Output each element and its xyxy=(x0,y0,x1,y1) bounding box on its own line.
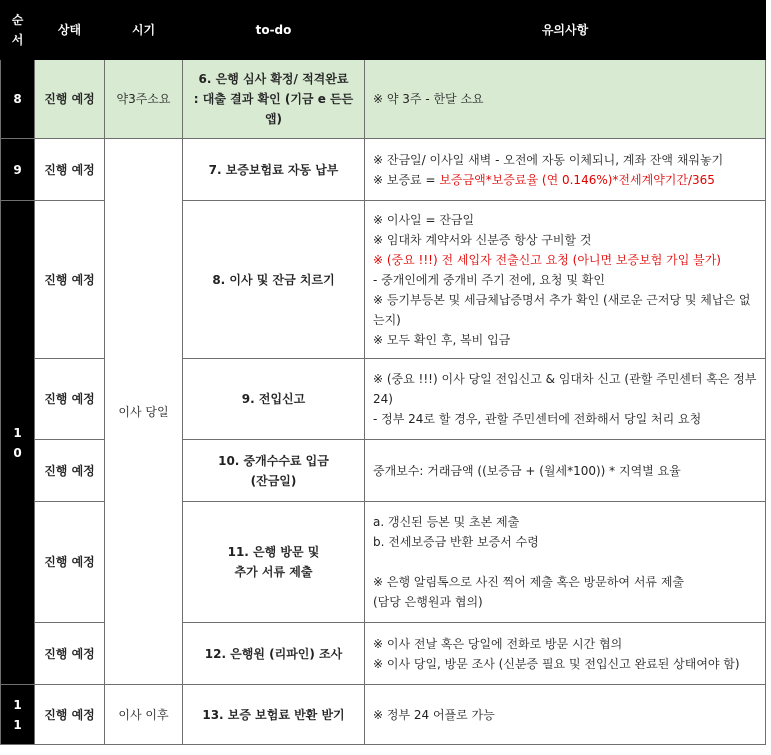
note-formula: 보증금액*보증료율 (연 0.146%)*전세계약기간/365 xyxy=(439,172,715,187)
note-line: ※ 이사 전날 혹은 당일에 전화로 방문 시간 협의 xyxy=(373,636,623,651)
notes-cell xyxy=(365,139,766,201)
todo-cell: 12. 은행원 (리파인) 조사 xyxy=(183,623,365,685)
notes-cell xyxy=(365,201,766,359)
table-row xyxy=(1,60,766,139)
note-line: ※ (중요 !!!) 이사 당일 전입신고 & 임대차 신고 (관할 주민센터 혹은 정부24) xyxy=(373,372,757,406)
header-status: 상태 xyxy=(35,1,105,60)
note-line: - 정부 24로 할 경우, 관할 주민센터에 전화해서 당일 처리 요청 xyxy=(373,412,702,426)
status-cell: 진행 예정 xyxy=(35,359,105,440)
note-line: ※ 보증료 = 보증금액*보증료율 (연 0.146%)*전세계약기간/365 xyxy=(373,172,715,187)
note-line: - 중개인에게 중개비 주기 전에, 요청 및 확인 xyxy=(373,272,605,287)
todo-cell: 13. 보증 보험료 반환 받기 xyxy=(183,685,365,745)
header-notes: 유의사항 xyxy=(365,1,766,60)
todo-cell: 7. 보증보험료 자동 납부 xyxy=(183,139,365,201)
notes-cell xyxy=(365,623,766,685)
row-number xyxy=(1,60,35,139)
header-order xyxy=(1,1,35,60)
header-timing: 시기 xyxy=(105,1,183,60)
note-line: b. 전세보증금 반환 보증서 수령 xyxy=(373,535,539,549)
header-todo: to-do xyxy=(183,1,365,60)
header-row xyxy=(1,1,766,60)
note-line: ※ 등기부등본 및 세금체납증명서 추가 확인 (새로운 근저당 및 체납은 없는지) xyxy=(373,292,751,327)
todo-cell: 8. 이사 및 잔금 치르기 xyxy=(183,201,365,359)
row-number xyxy=(1,201,35,685)
note-line-spacer xyxy=(373,552,757,572)
note-line: ※ 이사일 = 잔금일 xyxy=(373,212,475,227)
note-line: ※ 약 3주 - 한달 소요 xyxy=(373,92,484,106)
timing-cell: 이사 이후 xyxy=(105,685,183,745)
note-line: a. 갱신된 등본 및 초본 제출 xyxy=(373,515,520,529)
row-number xyxy=(1,685,35,745)
status-cell: 진행 예정 xyxy=(35,623,105,685)
note-line-warning: ※ (중요 !!!) 전 세입자 전출신고 요청 (아니면 보증보험 가입 불가) xyxy=(373,252,721,267)
todo-cell: 9. 전입신고 xyxy=(183,359,365,440)
notes-cell xyxy=(365,685,766,745)
note-line: ※ 모두 확인 후, 복비 입금 xyxy=(373,332,511,347)
todo-cell: 10. 중개수수료 입금 (잔금일) xyxy=(183,440,365,502)
note-line: ※ 이사 당일, 방문 조사 (신분증 필요 및 전입신고 완료된 상태여야 함) xyxy=(373,656,740,671)
status-cell: 진행 예정 xyxy=(35,201,105,359)
note-line: ※ 은행 알림톡으로 사진 찍어 제출 혹은 방문하여 서류 제출 xyxy=(373,575,685,589)
row-number-label: 1 1 xyxy=(13,697,22,732)
row-number-label: 9 xyxy=(13,162,22,177)
table-row xyxy=(1,685,766,745)
table-row xyxy=(1,139,766,201)
header-order-label: 순 서 xyxy=(11,13,24,47)
note-line: ※ 임대차 계약서와 신분증 항상 구비할 것 xyxy=(373,232,592,247)
row-number-label: 1 0 xyxy=(13,425,22,460)
row-number xyxy=(1,139,35,201)
notes-cell xyxy=(365,440,766,502)
note-line: ※ 잔금일/ 이사일 새벽 - 오전에 자동 이체되니, 계좌 잔액 채워놓기 xyxy=(373,152,724,167)
status-cell: 진행 예정 xyxy=(35,60,105,139)
note-line: ※ 정부 24 어플로 가능 xyxy=(373,707,495,722)
status-cell: 진행 예정 xyxy=(35,440,105,502)
status-cell: 진행 예정 xyxy=(35,139,105,201)
status-cell: 진행 예정 xyxy=(35,502,105,623)
note-line: (담당 은행원과 협의) xyxy=(373,595,483,609)
notes-cell xyxy=(365,359,766,440)
notes-cell xyxy=(365,502,766,623)
row-number-label: 8 xyxy=(13,92,22,106)
timing-cell-shared: 이사 당일 xyxy=(105,139,183,685)
notes-cell xyxy=(365,60,766,139)
note-line: 중개보수: 거래금액 ((보증금 + (월세*100)) * 지역별 요율 xyxy=(373,463,681,478)
todo-cell: 11. 은행 방문 및 추가 서류 제출 xyxy=(183,502,365,623)
todo-cell: 6. 은행 심사 확정/ 적격완료 : 대출 결과 확인 (기금 e 든든 앱) xyxy=(183,60,365,139)
status-cell: 진행 예정 xyxy=(35,685,105,745)
timing-cell: 약3주소요 xyxy=(105,60,183,139)
